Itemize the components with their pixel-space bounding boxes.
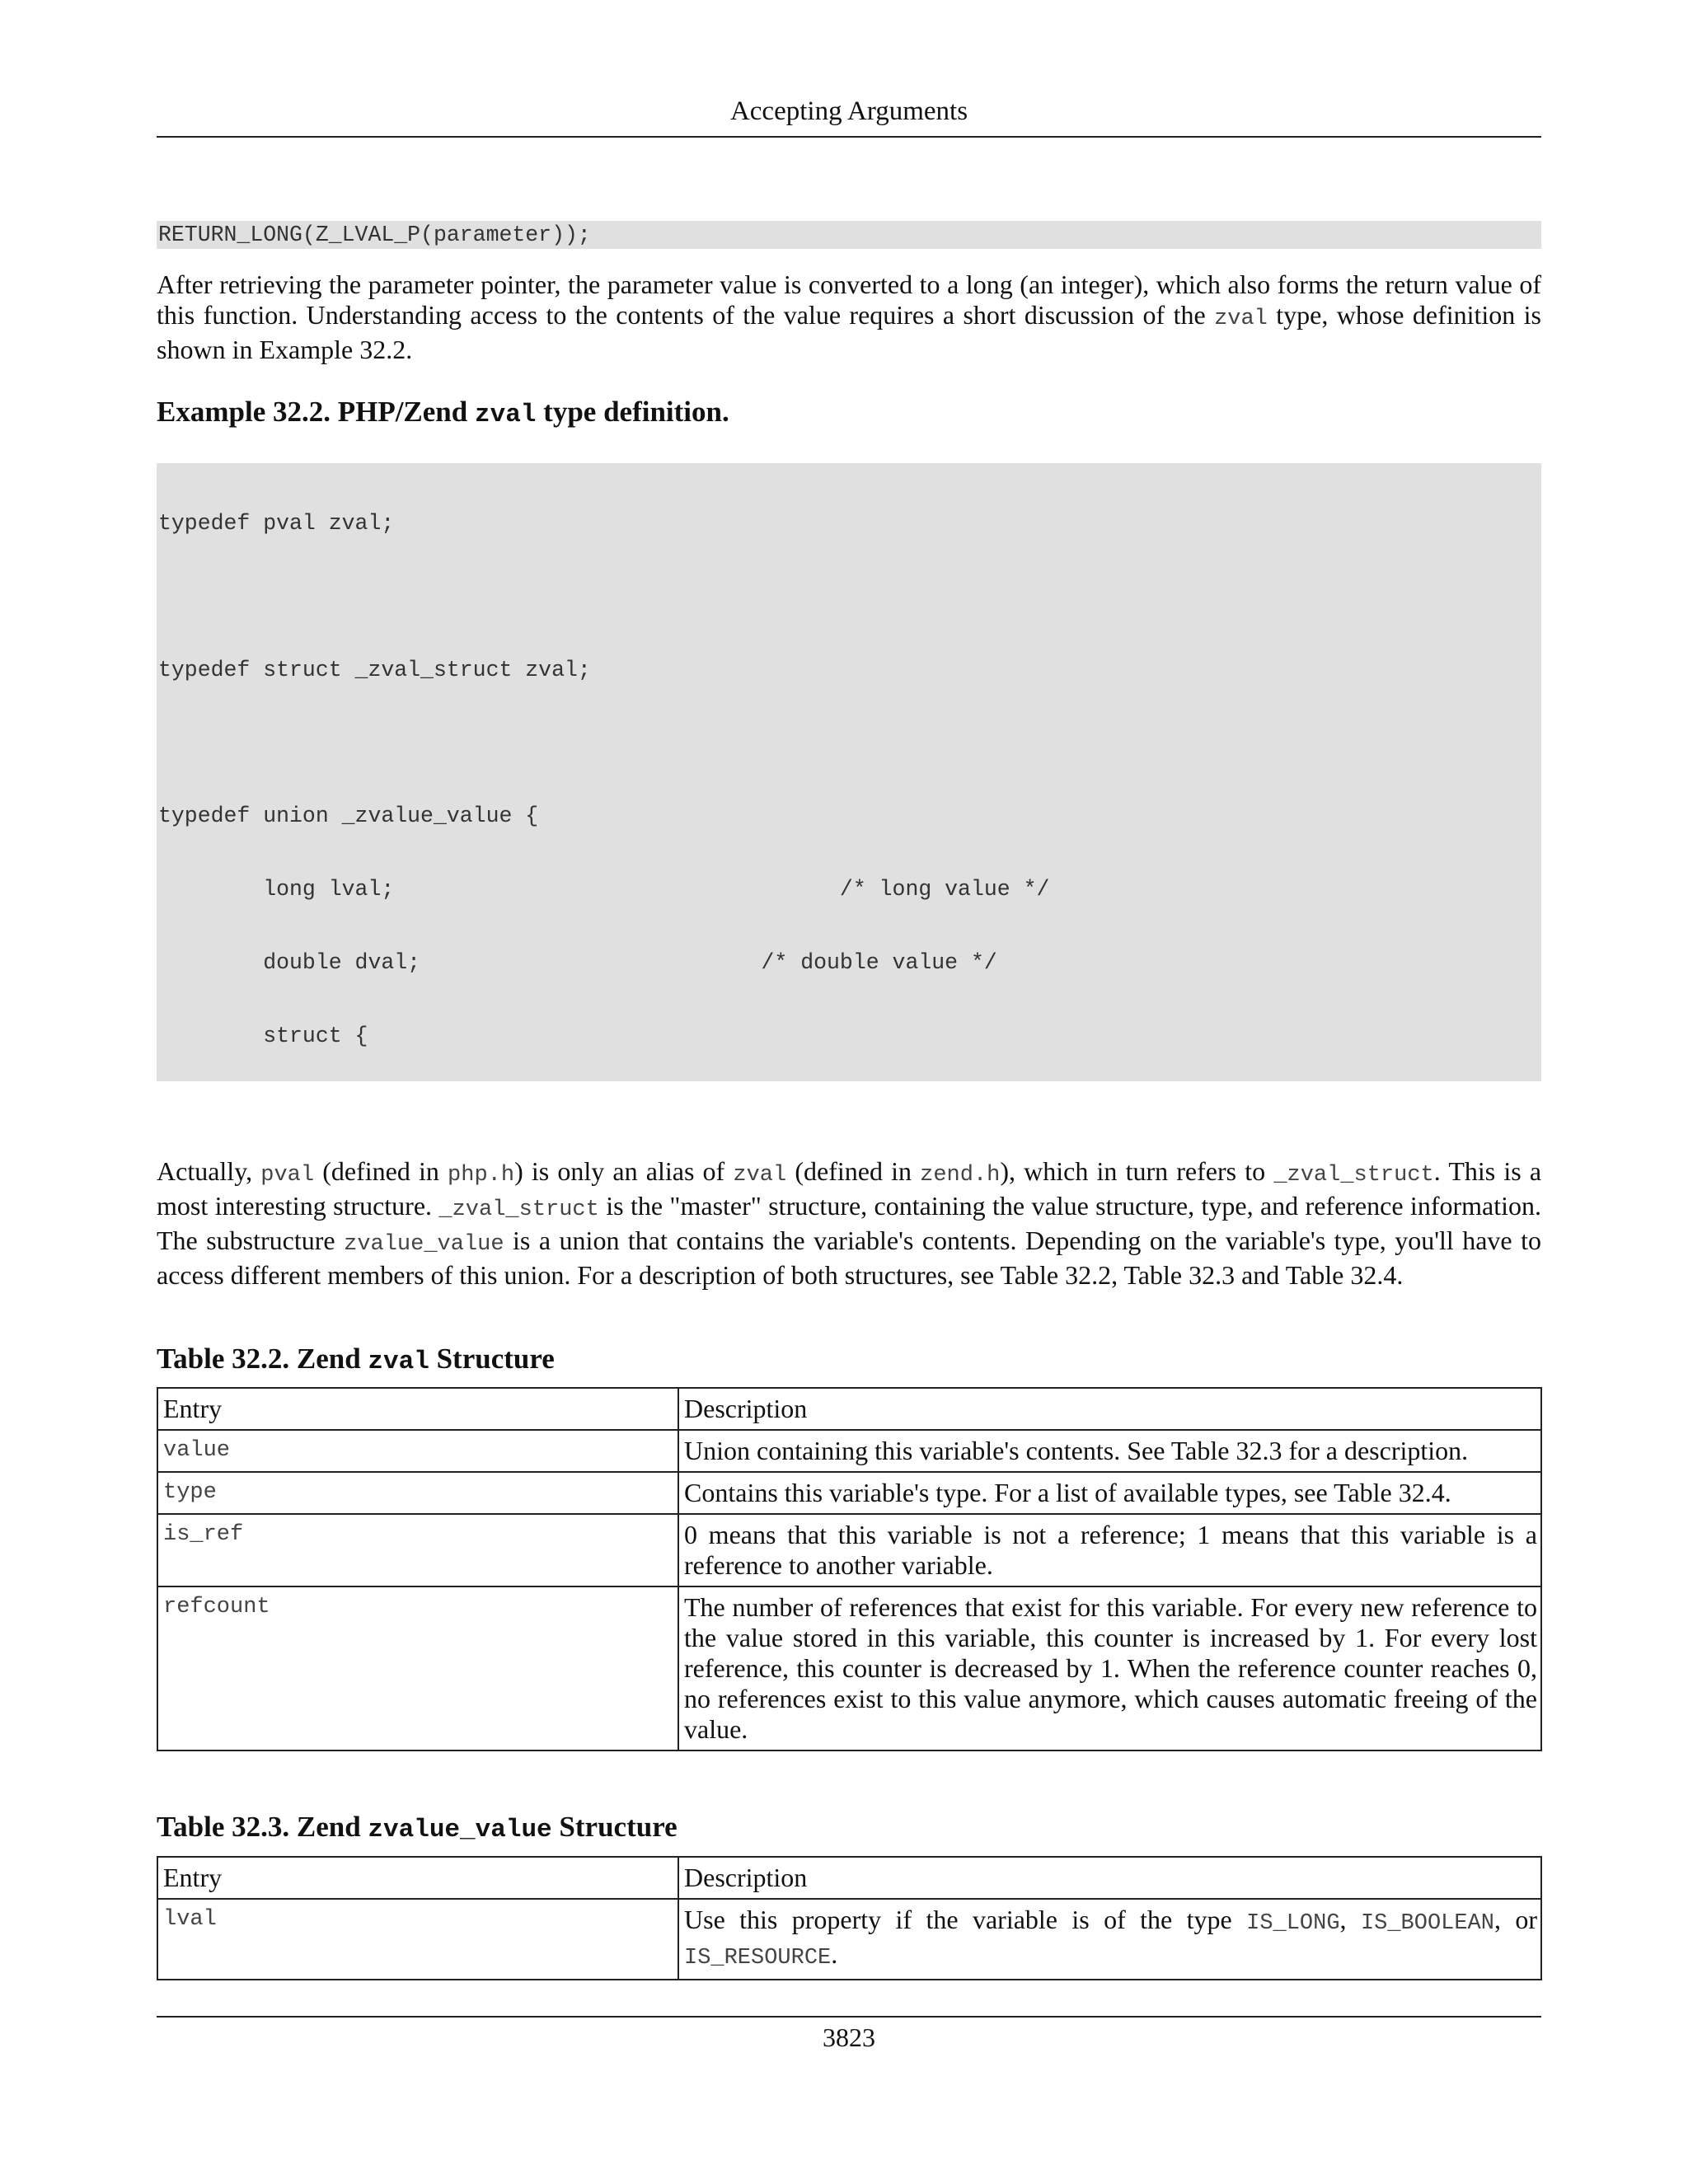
text-span: .: [831, 1939, 838, 1969]
code-block-zval-definition: [157, 463, 1541, 1081]
table-header-row: [157, 1857, 1541, 1899]
heading-text: type definition.: [536, 396, 729, 428]
text-span: ) is only an alias of: [514, 1156, 734, 1186]
code-line: typedef struct _zval_struct zval;: [158, 657, 591, 682]
inline-code: php.h: [448, 1163, 515, 1188]
running-header: Accepting Arguments: [729, 96, 968, 126]
text-span: (defined in: [314, 1156, 448, 1186]
text-span: is the "master" structure, containing the value structure, type, and reference information. The substructure: [157, 1191, 1541, 1255]
text-span: type, whose definition is shown in Example 32.2.: [157, 300, 1542, 364]
entry-cell: is_ref: [157, 1514, 678, 1586]
entry-cell: refcount: [157, 1586, 678, 1750]
inline-code: zval: [733, 1163, 787, 1188]
text-span: , or: [1493, 1905, 1538, 1934]
table-zval-structure: [157, 1387, 1542, 1751]
table-header-row: [157, 1388, 1541, 1430]
heading-code: zval: [368, 1347, 429, 1376]
heading-text: Structure: [551, 1811, 678, 1843]
inline-code: pval: [260, 1163, 315, 1188]
table-row: [157, 1514, 1541, 1586]
description-cell: Contains this variable's type. For a list of available types, see Table 32.4.: [678, 1472, 1541, 1514]
table-row: [157, 1899, 1541, 1980]
table-row: [157, 1586, 1541, 1750]
paragraph-explanation: [157, 1156, 1541, 1291]
table-zvalue-value-structure: [157, 1856, 1542, 1980]
inline-code: _zval_struct: [1273, 1163, 1434, 1188]
heading-code: zvalue_value: [368, 1816, 552, 1844]
table-row: [157, 1472, 1541, 1514]
table-row: [157, 1430, 1541, 1472]
entry-cell: lval: [157, 1899, 678, 1980]
example-title: [157, 394, 729, 434]
code-line: double dval; /* double value */: [158, 949, 997, 975]
code-line: [158, 585, 1541, 610]
code-line: [158, 732, 1541, 757]
text-span: (defined in: [786, 1156, 921, 1186]
entry-cell: value: [157, 1430, 678, 1472]
code-line: typedef union _zvalue_value {: [158, 804, 539, 829]
table-zval-title: [157, 1341, 555, 1380]
code-line: long lval; /* long value */: [158, 877, 1050, 902]
inline-code: IS_LONG: [1246, 1911, 1340, 1936]
inline-code: zvalue_value: [344, 1232, 504, 1257]
text-span: After retrieving the parameter pointer, the parameter value is converted to a long (an integer), which also forms the return value of this function. Understanding access to the contents of the value requires a short discussion of the: [157, 269, 1541, 330]
header-cell-description: Description: [678, 1857, 1541, 1899]
text-span: Use this property if the variable is of the type: [684, 1905, 1247, 1934]
page-number: 3823: [823, 2022, 875, 2052]
text-span: ,: [1339, 1905, 1361, 1934]
entry-cell: type: [157, 1472, 678, 1514]
document-page: [157, 0, 1541, 2184]
paragraph-intro: [157, 269, 1541, 365]
heading-text: Table 32.2. Zend: [157, 1343, 368, 1375]
text-span: ), which in turn refers to: [1000, 1156, 1274, 1186]
description-cell: 0 means that this variable is not a reference; 1 means that this variable is a reference to another variable.: [678, 1514, 1541, 1586]
code-line: typedef pval zval;: [158, 511, 395, 537]
inline-code: _zval_struct: [438, 1197, 599, 1222]
heading-text: Structure: [429, 1343, 555, 1375]
footer-rule: [157, 2016, 1541, 2018]
code-line-return-long: RETURN_LONG(Z_LVAL_P(parameter));: [157, 221, 1541, 249]
text-span: . This is a most interesting structure.: [157, 1156, 1542, 1221]
header-cell-entry: Entry: [157, 1857, 678, 1899]
heading-text: Table 32.3. Zend: [157, 1811, 368, 1843]
inline-code: zval: [1214, 307, 1268, 331]
header-cell-entry: Entry: [157, 1388, 678, 1430]
description-cell: [678, 1899, 1541, 1980]
header-rule: [157, 136, 1541, 138]
text-span: Actually,: [157, 1156, 261, 1186]
description-cell: Union containing this variable's contents. See Table 32.3 for a description.: [678, 1430, 1541, 1472]
heading-code: zval: [475, 401, 537, 429]
heading-text: Example 32.2. PHP/Zend: [157, 396, 475, 428]
code-line: struct {: [158, 1023, 368, 1048]
inline-code: IS_BOOLEAN: [1360, 1911, 1494, 1936]
table-zvalue-value-title: [157, 1809, 678, 1849]
text-span: is a union that contains the variable's contents. Depending on the variable's type, you'll have to access different members of this union. For a description of both structures, see Table 32.2, Table 32.3 and Table 32.4.: [157, 1226, 1542, 1290]
inline-code: IS_RESOURCE: [684, 1946, 832, 1971]
header-cell-description: Description: [678, 1388, 1541, 1430]
inline-code: zend.h: [920, 1163, 1001, 1188]
description-cell: The number of references that exist for this variable. For every new reference to the value stored in this variable, this counter is increased by 1. For every lost reference, this counter is decreased by 1. When the reference counter reaches 0, no references exist to this value anymore, which causes automatic freeing of the value.: [678, 1586, 1541, 1750]
